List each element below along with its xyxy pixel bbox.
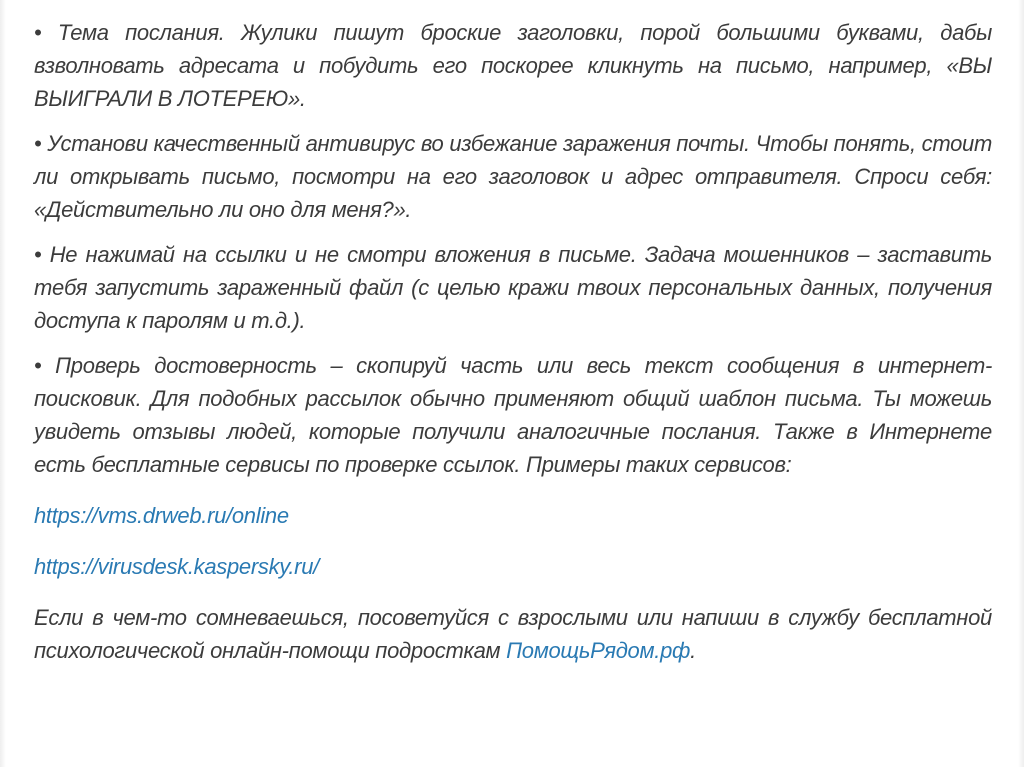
left-edge-shadow	[0, 0, 6, 767]
closing-paragraph	[34, 601, 992, 667]
bullet-marker: •	[34, 353, 56, 378]
drweb-link[interactable]: https://vms.drweb.ru/online	[34, 503, 289, 528]
closing-end: .	[690, 638, 696, 663]
link-line-drweb	[34, 499, 992, 532]
bullet-paragraph-verify	[34, 349, 992, 481]
kaspersky-link[interactable]: https://virusdesk.kaspersky.ru/	[34, 554, 319, 579]
bullet-marker: •	[34, 131, 48, 156]
bullet-paragraph-links-warning	[34, 238, 992, 337]
right-edge-shadow	[1018, 0, 1024, 767]
bullet-paragraph-subject	[34, 16, 992, 115]
paragraph-text: Не нажимай на ссылки и не смотри вложения в письме. Задача мошенников – заставить тебя запустить зараженный файл (с целью кражи твоих персональных данных, получения доступа к паролям и т.д.).	[34, 242, 992, 333]
help-nearby-link[interactable]: ПомощьРядом.рф	[506, 638, 691, 663]
bullet-marker: •	[34, 20, 58, 45]
paragraph-text: Тема послания. Жулики пишут броские заголовки, порой большими буквами, дабы взволновать адресата и побудить его поскорее кликнуть на письмо, например, «ВЫ ВЫИГРАЛИ В ЛОТЕРЕЮ».	[34, 20, 992, 111]
paragraph-text: Установи качественный антивирус во избежание заражения почты. Чтобы понять, стоит ли открывать письмо, посмотри на его заголовок и адрес отправителя. Спроси себя: «Действительно ли оно для меня?».	[34, 131, 993, 222]
paragraph-text: Проверь достоверность – скопируй часть или весь текст сообщения в интернет-поисковик. Для подобных рассылок обычно применяют общий шаблон письма. Ты можешь увидеть отзывы людей, которые получили аналогичные послания. Также в Интернете есть бесплатные сервисы по проверке ссылок. Примеры таких сервисов:	[34, 353, 993, 477]
closing-text: Если в чем-то сомневаешься, посоветуйся с взрослыми или напиши в службу бесплатной психологической онлайн-помощи подросткам	[34, 605, 992, 663]
link-line-kaspersky	[34, 550, 992, 583]
slide-content	[34, 16, 992, 667]
bullet-paragraph-antivirus	[34, 127, 992, 226]
bullet-marker: •	[34, 242, 50, 267]
